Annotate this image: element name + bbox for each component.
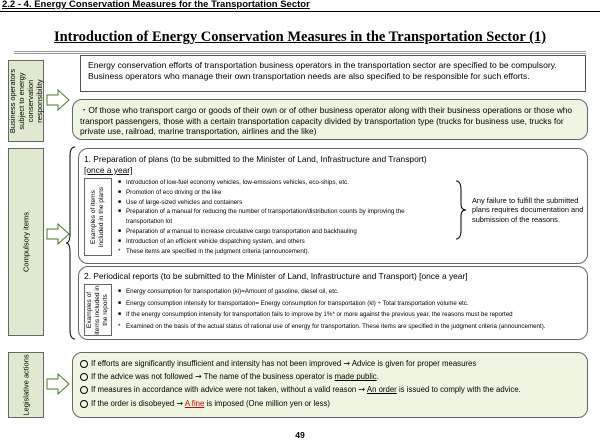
- reports-note: * Examined on the basis of the actual status of rational use of energy for transportation. These items are specified in the judgment criteria (announcement).: [118, 321, 588, 333]
- side-label-legislative: [8, 352, 44, 418]
- page-number: 49: [295, 430, 305, 440]
- legislative-condition: If the order is disobeyed: [91, 398, 175, 408]
- arrow-right-icon: [46, 372, 70, 396]
- plans-title: 1. Preparation of plans (to be submitted to the Minister of Land, Infrastructure and Transport): [84, 154, 427, 164]
- list-item: ■ Promotion of eco driving or the like: [118, 188, 408, 198]
- reports-examples-label: [84, 284, 112, 336]
- plans-frequency: [84, 165, 132, 175]
- side-label-subject-text: Business operators subject to energy conservation responsibility: [8, 68, 44, 134]
- plans-note: * These items are specified in the judgment criteria (announcement).: [118, 247, 408, 257]
- legislative-result: is imposed (One million yen or less): [204, 398, 331, 408]
- list-item: ■ Introduction of low-fuel economy vehicles, low-emissions vehicles, eco-ships, etc.: [118, 178, 408, 188]
- title-divider-second: [14, 53, 586, 54]
- page-title: Introduction of Energy Conservation Measures in the Transportation Sector (1): [53, 29, 547, 45]
- section-header-rule: [0, 11, 600, 12]
- list-item: If the advice was not followed → The name of the business operator is made public.: [80, 370, 585, 383]
- arrow-right-icon: [46, 88, 70, 112]
- side-label-subject: [8, 60, 44, 142]
- legislative-result: Advice is given for proper measures: [351, 359, 477, 368]
- legislative-fine: A fine: [184, 398, 205, 408]
- section-header-text: 2.2 - 4. Energy Conservation Measures for the Transportation Sector: [2, 0, 310, 10]
- side-label-legislative-text: Legislative actions: [21, 354, 31, 416]
- legislative-condition: If efforts are significantly insufficient and intensity has not been improved: [91, 359, 342, 368]
- reports-title: 2. Periodical reports (to be submitted to the Minister of Land, Infrastructure and Transport) [once a year]: [84, 271, 468, 281]
- legislative-list: [80, 357, 585, 410]
- list-item: [80, 383, 585, 396]
- reports-examples-label-text: Examples of items included in the reports: [86, 285, 109, 335]
- brace-shape: [66, 146, 76, 340]
- arrow-icon: →: [358, 385, 366, 395]
- legislative-condition: If the advice was not followed: [91, 372, 193, 382]
- failure-note: Any failure to fulfill the submitted plans requires documentation and submission of the reasons.: [472, 196, 584, 224]
- list-item: [80, 397, 585, 410]
- arrow-icon: →: [176, 398, 184, 408]
- arrow-icon: →: [195, 372, 202, 382]
- plans-examples-label-text: Examples of items included in the plans: [90, 186, 105, 248]
- list-item: ■ If the energy consumption intensity for transportation fails to improve by 1%* or more against the previous year, the reasons must be reported: [118, 309, 588, 321]
- legislative-emphasis: made public: [334, 372, 377, 382]
- legislative-emphasis: An order: [366, 385, 397, 395]
- plans-examples-label: [84, 178, 112, 256]
- list-item: ■ Introduction of an efficient vehicle dispatching system, and others: [118, 237, 408, 247]
- bracket-shape: [455, 180, 467, 240]
- list-item: [80, 357, 585, 370]
- plans-list: [118, 178, 408, 256]
- arrow-icon: →: [343, 359, 351, 368]
- legislative-result: The name of the business operator is: [203, 372, 335, 382]
- reports-list: [118, 286, 588, 332]
- plans-frequency-text: [once a year]: [84, 165, 133, 175]
- operators-text: ・Of those who transport cargo or goods of their own or of other business operator along with their business operations or those who transport passengers, those with a certain transportation capacity divided by transportation type (trucks for business use, trucks for private use, railroad, marine transportation, airlines and the like): [80, 105, 573, 137]
- side-label-compulsory-text: Compulsory items: [21, 211, 31, 273]
- list-item: ■ Preparation of a manual for reducing the number of transportation/distribution counts by improving the transportation lot: [118, 207, 408, 227]
- intro-text: Energy conservation efforts of transportation business operators in the transportation sector are specified to be compulsory. Business operators who manage their own transportation needs are also specified to be responsible for such efforts.: [88, 60, 557, 81]
- title-divider: [14, 51, 586, 52]
- side-label-compulsory: [8, 148, 44, 336]
- list-item: ■ Preparation of a manual to increase circulative cargo transportation and backhauling: [118, 227, 408, 237]
- section-header: [0, 0, 600, 12]
- legislative-result: is issued to comply with the advice.: [396, 385, 521, 395]
- list-item: ■ Energy consumption intensity for transportation= Energy consumption for transportation (kl) ÷ Total transportation volume etc.: [118, 298, 588, 310]
- list-item: ■ Use of large-sized vehicles and containers: [118, 198, 408, 208]
- list-item: ■ Energy consumption for transportation (kl)=Amount of gasoline, diesel oil, etc.: [118, 286, 588, 298]
- legislative-condition: If measures in accordance with advice were not taken, without a valid reason: [91, 385, 357, 395]
